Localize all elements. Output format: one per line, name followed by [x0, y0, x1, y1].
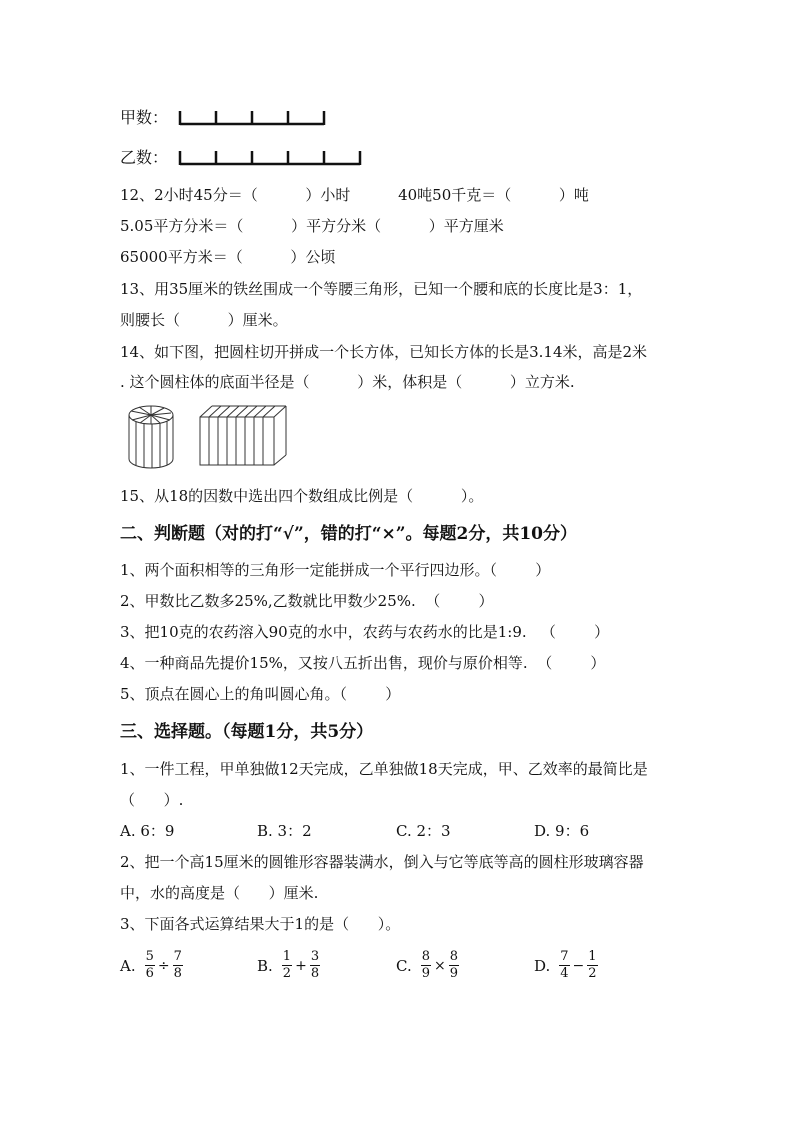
judge-item-1: 1、两个面积相等的三角形一定能拼成一个平行四边形。（ ） [120, 561, 551, 579]
question-14-line2: . 这个圆柱体的底面半径是（ ）米，体积是（ ）立方米. [120, 373, 575, 391]
question-14-line1: 14、如下图，把圆柱切开拼成一个长方体，已知长方体的长是3.14米，高是2米 [120, 343, 648, 361]
question-13-line1: 13、用35厘米的铁丝围成一个等腰三角形，已知一个腰和底的长度比是3：1， [120, 280, 643, 298]
question-13-line2: 则腰长（ ）厘米。 [120, 311, 288, 329]
operator: ÷ [157, 957, 170, 974]
option-label: B. [257, 956, 273, 975]
cylinder-to-cuboid-figure [124, 403, 294, 471]
option-label: D. [534, 956, 551, 975]
choice-3-option-b [257, 950, 321, 981]
choice-3-option-d [534, 950, 599, 981]
jia-segment-diagram [178, 108, 328, 128]
fraction: $\frac{1}{2}$ [282, 949, 292, 981]
fraction: $\frac{7}{4}$ [560, 949, 569, 981]
judge-item-4: 4、一种商品先提价15%，又按八五折出售，现价与原价相等. （ ） [120, 654, 606, 672]
choice-question-2-line1: 2、把一个高15厘米的圆锥形容器装满水，倒入与它等底等高的圆柱形玻璃容器 [120, 853, 644, 871]
judge-item-2: 2、甲数比乙数多25%,乙数就比甲数少25%. （ ） [120, 592, 494, 610]
operator: − [572, 957, 585, 974]
choice-1-option-b: B. 3：2 [257, 822, 312, 840]
question-12-line1: 12、2小时45分＝（ ）小时 40吨50千克＝（ ）吨 [120, 186, 589, 204]
option-label: C. [396, 956, 412, 975]
choice-question-1-line1: 1、一件工程，甲单独做12天完成，乙单独做18天完成，甲、乙效率的最简比是 [120, 760, 648, 778]
section-3-heading: 三、选择题。（每题1分，共5分） [120, 722, 374, 742]
fraction: $\frac{8}{9}$ [421, 949, 430, 981]
option-label: A. [120, 956, 136, 975]
choice-question-1-line2: （ ）. [120, 791, 184, 809]
question-12-line3: 65000平方米＝（ ）公顷 [120, 248, 336, 266]
judge-item-5: 5、顶点在圆心上的角叫圆心角。（ ） [120, 685, 401, 703]
fraction: $\frac{8}{9}$ [449, 949, 459, 981]
judge-item-3: 3、把10克的农药溶入90克的水中，农药与农药水的比是1:9. （ ） [120, 623, 610, 641]
jia-label: 甲数： [120, 108, 169, 127]
operator: + [295, 957, 307, 974]
fraction: $\frac{1}{2}$ [588, 949, 597, 981]
question-15: 15、从18的因数中选出四个数组成比例是（ ）。 [120, 487, 484, 505]
choice-1-option-d: D. 9：6 [534, 822, 590, 840]
choice-question-2-line2: 中，水的高度是（ ）厘米. [120, 884, 319, 902]
yi-segment-diagram [178, 148, 364, 168]
choice-1-option-a: A. 6：9 [120, 822, 175, 840]
fraction: $\frac{3}{8}$ [310, 949, 320, 981]
choice-3-option-c [396, 950, 460, 981]
choice-1-option-c: C. 2：3 [396, 822, 451, 840]
fraction: $\frac{5}{6}$ [145, 949, 154, 981]
section-2-heading: 二、判断题（对的打“√”，错的打“×”。每题2分，共10分） [120, 524, 578, 544]
yi-label: 乙数： [120, 148, 169, 167]
choice-question-3: 3、下面各式运算结果大于1的是（ ）。 [120, 915, 401, 933]
choice-3-option-a [120, 950, 184, 981]
fraction: $\frac{7}{8}$ [173, 949, 182, 981]
question-12-line2: 5.05平方分米＝（ ）平方分米（ ）平方厘米 [120, 217, 504, 235]
operator: × [434, 957, 446, 974]
